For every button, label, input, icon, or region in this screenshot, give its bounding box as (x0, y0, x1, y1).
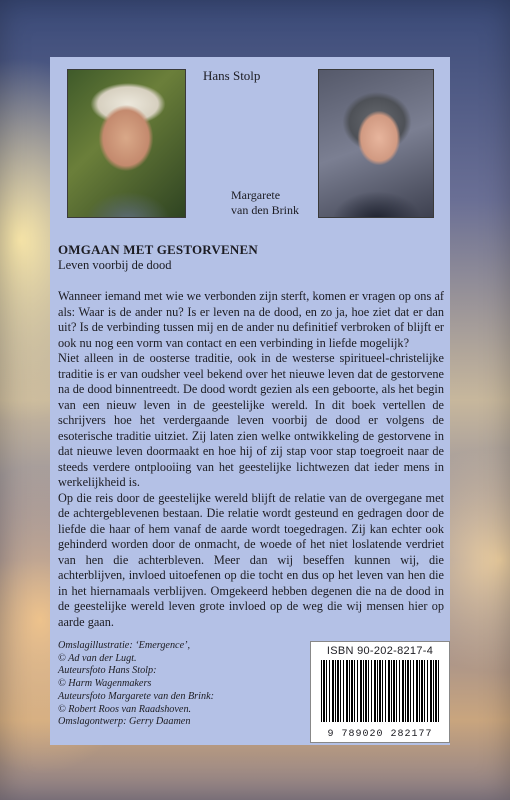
isbn-label: ISBN 90-202-8217-4 (326, 645, 434, 657)
author-name-2 (231, 188, 299, 218)
credit-line: Auteursfoto Margarete van den Brink: (58, 690, 214, 702)
credit-line: Omslagontwerp: Gerry Daamen (58, 716, 191, 728)
credit-line: © Ad van der Lugt. (58, 652, 137, 664)
author-name-1: Hans Stolp (203, 68, 261, 83)
barcode-box (310, 641, 450, 743)
blurb-paragraph: Op die reis door de geestelijke wereld blijft de relatie van de overgegane met de achtergeblevenen bestaan. Die relatie wordt gesteund en gedragen door de liefde die haar of hem vanaf de aarde wordt toegedragen. Zij kan echter ook gehinderd worden door de onmacht, de woede of het niet loslatende verdriet van hen die achterbleven. Meer dan wij beseffen kunnen wij, die achterblijven, invloed uitoefenen op die tocht en dus op het leven van hen die in het hiernamaals verblijven. Omgekeerd hebben degenen die na de dood in de geestelijke wereld leven grote invloed op de weg die wij mensen hier op aarde gaan. (58, 490, 444, 629)
author-name-2-line2: van den Brink (231, 203, 299, 217)
credit-line: © Robert Roos van Raadshoven. (58, 703, 192, 715)
ean-number: 9 789020 282177 (327, 729, 433, 740)
barcode-icon (321, 660, 439, 722)
blurb-text (58, 289, 444, 630)
author-photo-hans-stolp (67, 69, 186, 218)
credits (58, 640, 268, 729)
blurb-paragraph: Niet alleen in de oosterse traditie, ook in de westerse spiritueel-christelijke traditie is er van oudsher veel bekend over het nieuwe leven dat de gestorvene na de dood binnentreedt. De dood wordt gezien als een geboorte, als het begin van een nieuw leven in de geestelijke wereld. In dit boek vertellen de schrijvers hoe het verdergaande leven voorbij de dood er volgens de esoterische traditie uitziet. Zij laten zien welke ontwikkeling de gestorvene in dat nieuwe leven doormaakt en hoe hij of zij stap voor stap toegroeit naar de steeds verdere ontplooiing van het geestelijke lichtwezen dat ieder mens in werkelijkheid is. (58, 351, 444, 489)
credit-line: Omslagillustratie: ‘Emergence’, (58, 640, 191, 651)
blurb-paragraph: Wanneer iemand met wie we verbonden zijn sterft, komen er vragen op ons af als: Waar is de ander nu? Is er leven na de dood, en zo ja, hoe ziet dat er dan uit? Is de verbinding tussen mij en de ander nu definitief verbroken of blijft er ook nu nog een vorm van contact en een verbinding in liefde mogelijk? (58, 289, 444, 350)
author-name-2-line1: Margarete (231, 188, 281, 202)
credit-line: © Harm Wagenmakers (58, 678, 152, 690)
book-subtitle: Leven voorbij de dood (58, 258, 172, 272)
text-panel (50, 57, 450, 745)
book-title: OMGAAN MET GESTORVENEN (58, 242, 258, 257)
credit-line: Auteursfoto Hans Stolp: (58, 665, 157, 677)
author-photo-margarete-van-den-brink (318, 69, 434, 218)
